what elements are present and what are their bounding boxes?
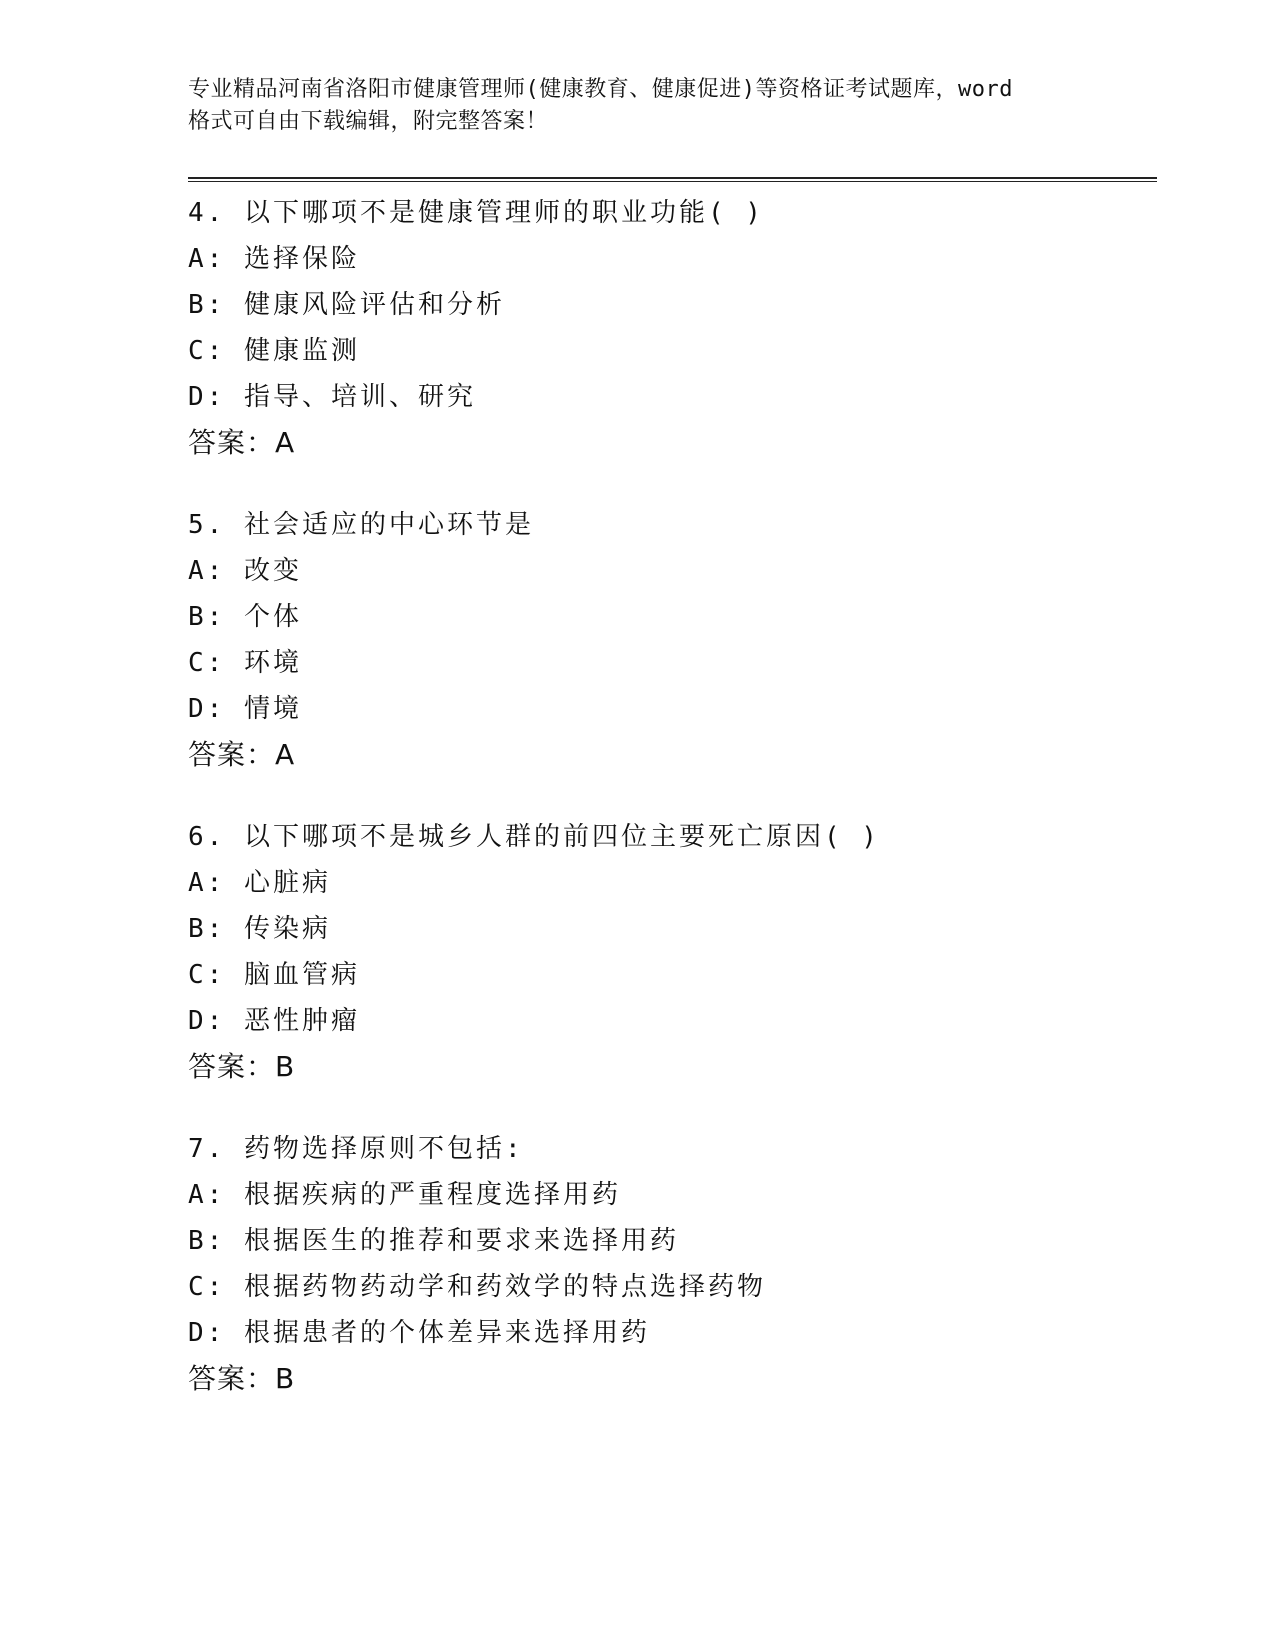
- answer-label: 答案：A: [188, 738, 296, 771]
- option-b: B: 个体: [188, 602, 302, 632]
- option-a: A: 选择保险: [188, 244, 360, 274]
- option-b: B: 根据医生的推荐和要求来选择用药: [188, 1226, 679, 1256]
- option-a: A: 心脏病: [188, 868, 331, 898]
- answer-label: 答案：B: [188, 1050, 296, 1083]
- option-c: C: 健康监测: [188, 336, 360, 366]
- header-line-1: 专业精品河南省洛阳市健康管理师(健康教育、健康促进)等资格证考试题库，word: [188, 77, 1013, 102]
- option-d: D: 情境: [188, 694, 302, 724]
- option-c: C: 脑血管病: [188, 960, 360, 990]
- option-a: A: 根据疾病的严重程度选择用药: [188, 1180, 621, 1210]
- header-divider-thick: [188, 177, 1157, 179]
- option-b: B: 传染病: [188, 914, 331, 944]
- header-line-2: 格式可自由下载编辑，附完整答案！: [188, 109, 549, 134]
- option-c: C: 根据药物药动学和药效学的特点选择药物: [188, 1272, 766, 1302]
- option-d: D: 指导、培训、研究: [188, 382, 476, 412]
- question-4: [188, 190, 1157, 466]
- question-6: [188, 814, 1157, 1090]
- question-7: [188, 1126, 1157, 1402]
- question-5: [188, 502, 1157, 778]
- question-stem: 7. 药物选择原则不包括:: [188, 1134, 524, 1164]
- header-divider-thin: [188, 181, 1157, 182]
- option-d: D: 恶性肿瘤: [188, 1006, 360, 1036]
- question-stem: 5. 社会适应的中心环节是: [188, 510, 534, 540]
- option-b: B: 健康风险评估和分析: [188, 290, 505, 320]
- option-d: D: 根据患者的个体差异来选择用药: [188, 1318, 650, 1348]
- question-list: [188, 190, 1157, 1438]
- option-c: C: 环境: [188, 648, 302, 678]
- answer-label: 答案：B: [188, 1362, 296, 1395]
- option-a: A: 改变: [188, 556, 302, 586]
- document-header: [188, 74, 1088, 138]
- question-stem: 6. 以下哪项不是城乡人群的前四位主要死亡原因( ): [188, 822, 880, 852]
- question-stem: 4. 以下哪项不是健康管理师的职业功能( ): [188, 198, 764, 228]
- answer-label: 答案：A: [188, 426, 296, 459]
